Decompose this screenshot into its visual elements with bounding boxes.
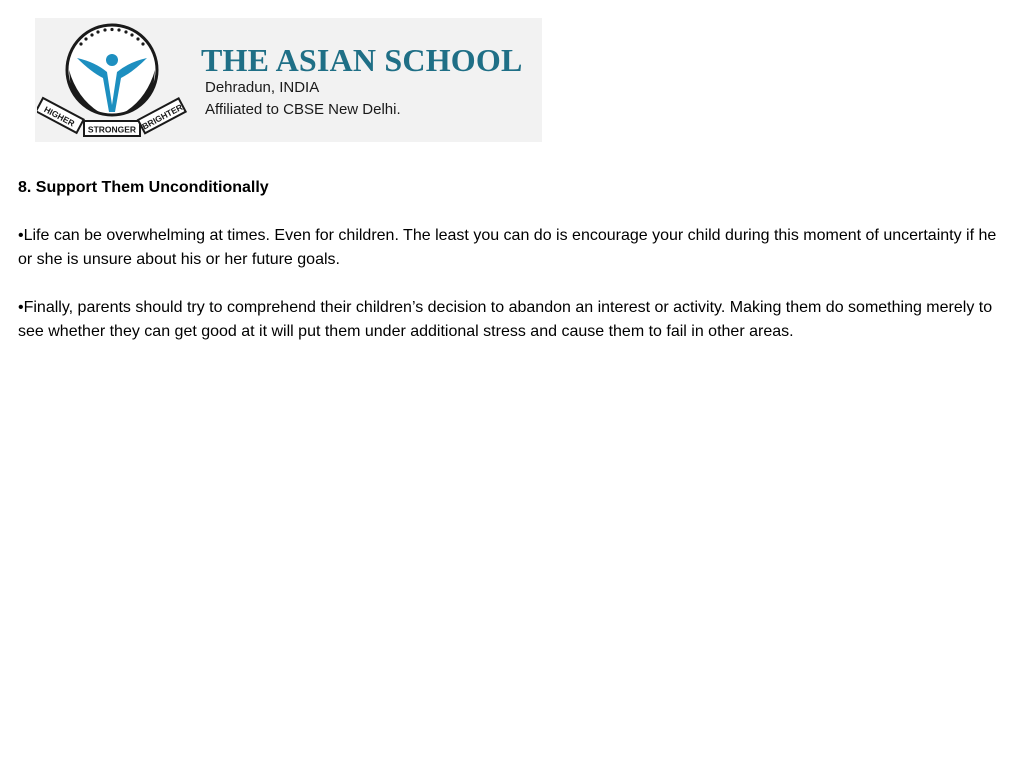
school-location: Dehradun, INDIA	[205, 79, 320, 96]
section-heading: 8. Support Them Unconditionally	[18, 179, 269, 196]
main-content	[18, 176, 1008, 344]
bullet-paragraph-1: •Life can be overwhelming at times. Even for children. The least you can do is encourage your child during this moment of uncertainty if he or she is unsure about his or her future goals.	[18, 227, 997, 268]
ribbon-left-text: HIGHER	[42, 104, 77, 129]
school-emblem-icon	[37, 20, 187, 140]
school-header-banner	[35, 18, 542, 142]
school-name: THE ASIAN SCHOOL	[201, 42, 523, 78]
ribbon-center-text: STRONGER	[87, 124, 137, 135]
ribbon-right-text: BRIGHTER	[140, 101, 185, 132]
bullet-paragraph-2: •Finally, parents should try to comprehend their children’s decision to abandon an interest or activity. Making them do something merely to see whether they can get good at it will put them under additional stress and cause them to fail in other areas.	[18, 299, 993, 340]
school-affiliation: Affiliated to CBSE New Delhi.	[205, 101, 401, 118]
